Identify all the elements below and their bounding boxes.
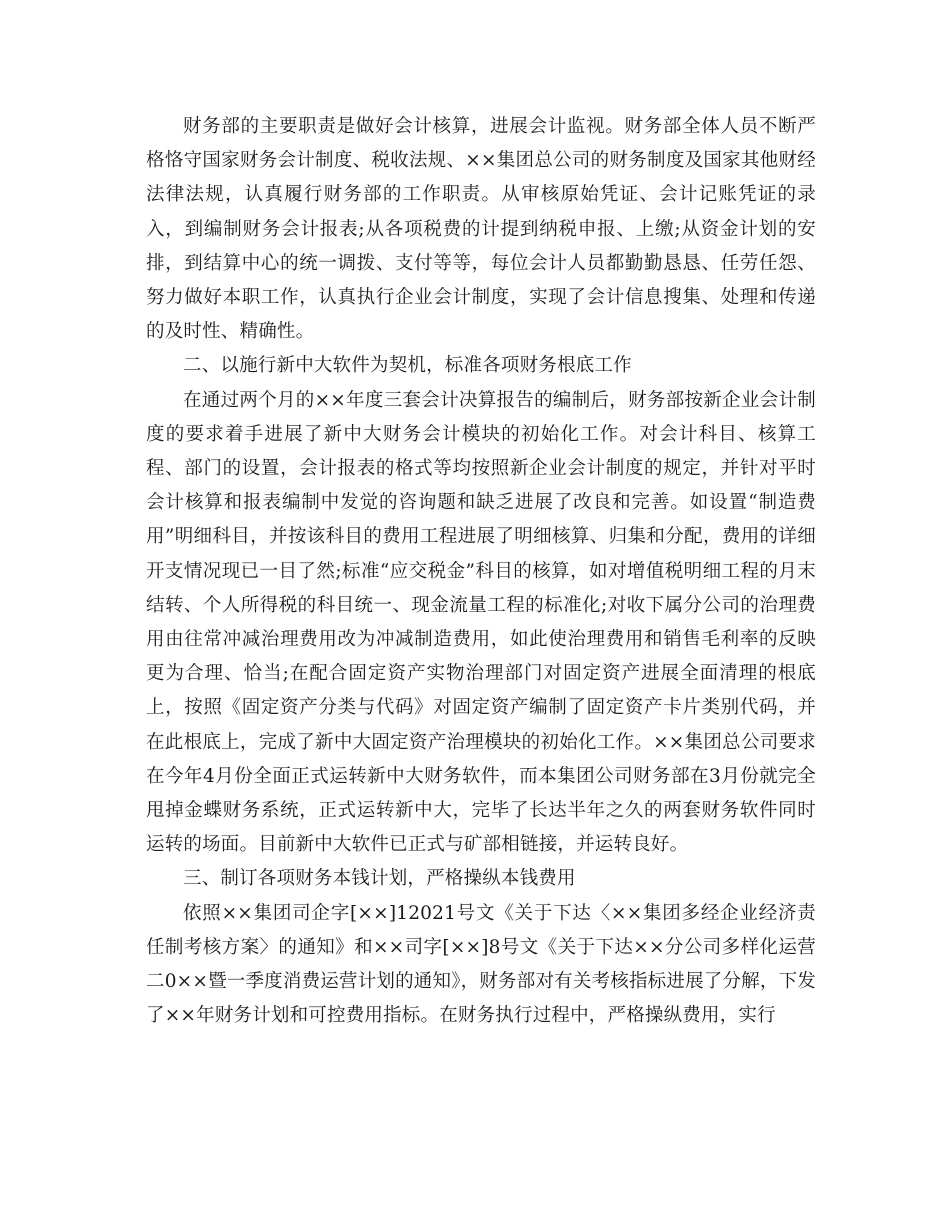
body-paragraph-1: 财务部的主要职责是做好会计核算，进展会计监视。财务部全体人员不断严格恪守国家财务会计制度、税收法规、××集团总公司的财务制度及国家其他财经法律法规，认真履行财务部的工作职责。从审核原始凭证、会计记账凭证的录入，到编制财务会计报表;从各项税费的计提到纳税申报、上缴;从资金计划的安排，到结算中心的统一调拨、支付等等，每位会计人员都勤勤恳恳、任劳任怨、努力做好本职工作，认真执行企业会计制度，实现了会计信息搜集、处理和传递的及时性、精确性。 bbox=[146, 116, 816, 343]
body-paragraph-2: 在通过两个月的××年度三套会计决算报告的编制后，财务部按新企业会计制度的要求着手进展了新中大财务会计模块的初始化工作。对会计科目、核算工程、部门的设置，会计报表的格式等均按照新企业会计制度的规定，并针对平时会计核算和报表编制中发觉的咨询题和缺乏进展了改良和完善。如设置“制造费用”明细科目，并按该科目的费用工程进展了明细核算、归集和分配，费用的详细开支情况现已一目了然;标准“应交税金”科目的核算，如对增值税明细工程的月末结转、个人所得税的科目统一、现金流量工程的标准化;对收下属分公司的治理费用由往常冲减治理费用改为冲减制造费用，如此使治理费用和销售毛利率的反映更为合理、恰当;在配合固定资产实物治理部门对固定资产进展全面清理的根底上，按照《固定资产分类与代码》对固定资产编制了固定资产卡片类别代码，并在此根底上，完成了新中大固定资产治理模块的初始化工作。××集团总公司要求在今年4月份全面正式运转新中大财务软件，而本集团公司财务部在3月份就完全甩掉金蝶财务系统，正式运转新中大，完毕了长达半年之久的两套财务软件同时运转的场面。目前新中大软件已正式与矿部相链接，并运转良好。 bbox=[146, 389, 816, 856]
document-body bbox=[146, 110, 816, 1033]
body-paragraph-3: 依照××集团司企字[××]12021号文《关于下达〈××集团多经企业经济责任制考核方案〉的通知》和××司字[××]8号文《关于下达××分公司多样化运营二0××暨一季度消费运营计划的通知》，财务部对有关考核指标进展了分解，下发了××年财务计划和可控费用指标。在财务执行过程中，严格操纵费用，实行 bbox=[146, 902, 816, 1027]
section-heading-3: 三、制订各项财务本钱计划，严格操纵本钱费用 bbox=[183, 868, 576, 890]
section-heading-2: 二、以施行新中大软件为契机，标准各项财务根底工作 bbox=[183, 355, 632, 377]
